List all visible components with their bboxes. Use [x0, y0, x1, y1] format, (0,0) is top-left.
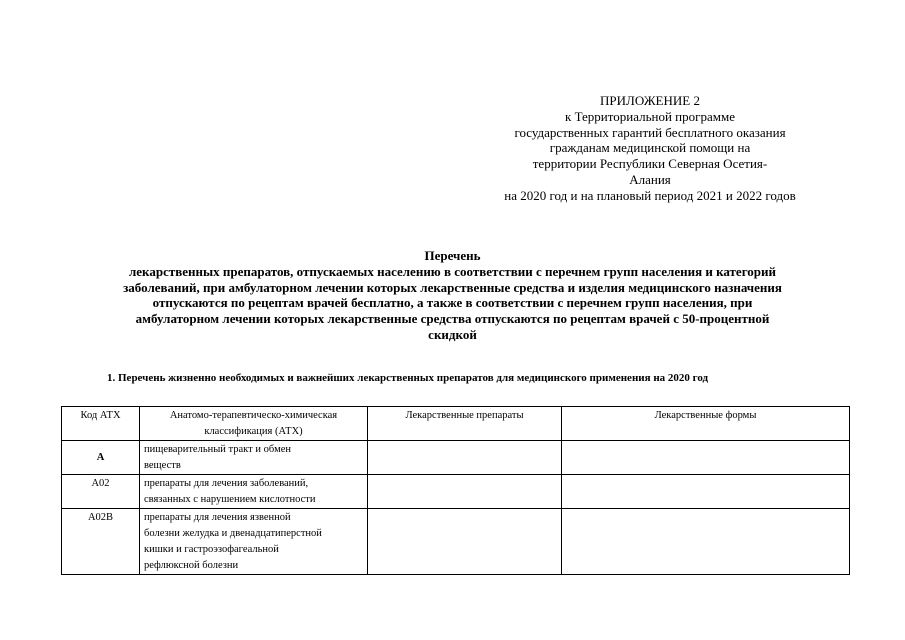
drugs-cell: [368, 441, 562, 475]
forms-cell: [562, 475, 850, 509]
title-line: амбулаторном лечении которых лекарственные средства отпускаются по рецептам врачей с 50-процентной: [135, 311, 770, 327]
forms-cell: [562, 509, 850, 575]
appendix-line: гражданам медицинской помощи на: [549, 140, 751, 156]
classification-line: веществ: [144, 460, 181, 471]
classification-line: кишки и гастроэзофагеальной: [144, 544, 279, 555]
atx-classification: [140, 509, 368, 575]
table-header-row: [62, 407, 850, 441]
table-row: [62, 509, 850, 575]
classification-line: связанных с нарушением кислотности: [144, 494, 316, 505]
drugs-cell: [368, 475, 562, 509]
appendix-line: Алания: [629, 171, 671, 187]
header-code: Код АТХ: [62, 407, 140, 441]
appendix-header: [470, 93, 830, 204]
title-line: лекарственных препаратов, отпускаемых населению в соответствии с перечнем групп населения и категорий: [128, 263, 776, 279]
atx-table: [61, 406, 850, 575]
header-classification-line: классификация (АТХ): [204, 426, 303, 437]
classification-line: препараты для лечения заболеваний,: [144, 478, 309, 489]
atx-code: А02: [62, 475, 140, 509]
classification-line: рефлюксной болезни: [144, 560, 239, 571]
forms-cell: [562, 441, 850, 475]
title-line: заболеваний, при амбулаторном лечении которых лекарственные средства и изделия медицинского назначения: [123, 279, 782, 295]
appendix-line: к Территориальной программе: [565, 108, 735, 124]
title-line: отпускаются по рецептам врачей бесплатно, а также в соответствии с перечнем групп населения, при: [152, 295, 753, 311]
table-row: [62, 475, 850, 509]
header-forms: Лекарственные формы: [562, 407, 850, 441]
header-drugs: Лекарственные препараты: [368, 407, 562, 441]
atx-code: А: [62, 441, 140, 475]
appendix-line: территории Республики Северная Осетия-: [532, 156, 768, 172]
appendix-line: на 2020 год и на плановый период 2021 и 2022 годов: [504, 187, 796, 203]
table-row: [62, 441, 850, 475]
atx-classification: [140, 441, 368, 475]
title-line: Перечень: [424, 248, 481, 263]
appendix-line: ПРИЛОЖЕНИЕ 2: [600, 93, 700, 108]
classification-line: пищеварительный тракт и обмен: [144, 444, 291, 455]
atx-classification: [140, 475, 368, 509]
header-classification: [140, 407, 368, 441]
document-title: [50, 248, 855, 343]
section-heading: 1. Перечень жизненно необходимых и важнейших лекарственных препаратов для медицинского применения на 2020 год: [107, 372, 709, 384]
drugs-cell: [368, 509, 562, 575]
atx-code: А02В: [62, 509, 140, 575]
title-line: скидкой: [428, 326, 477, 342]
header-classification-line: Анатомо-терапевтическо-химическая: [169, 410, 338, 421]
appendix-line: государственных гарантий бесплатного оказания: [514, 124, 786, 140]
classification-line: болезни желудка и двенадцатиперстной: [144, 528, 322, 539]
classification-line: препараты для лечения язвенной: [144, 512, 291, 523]
